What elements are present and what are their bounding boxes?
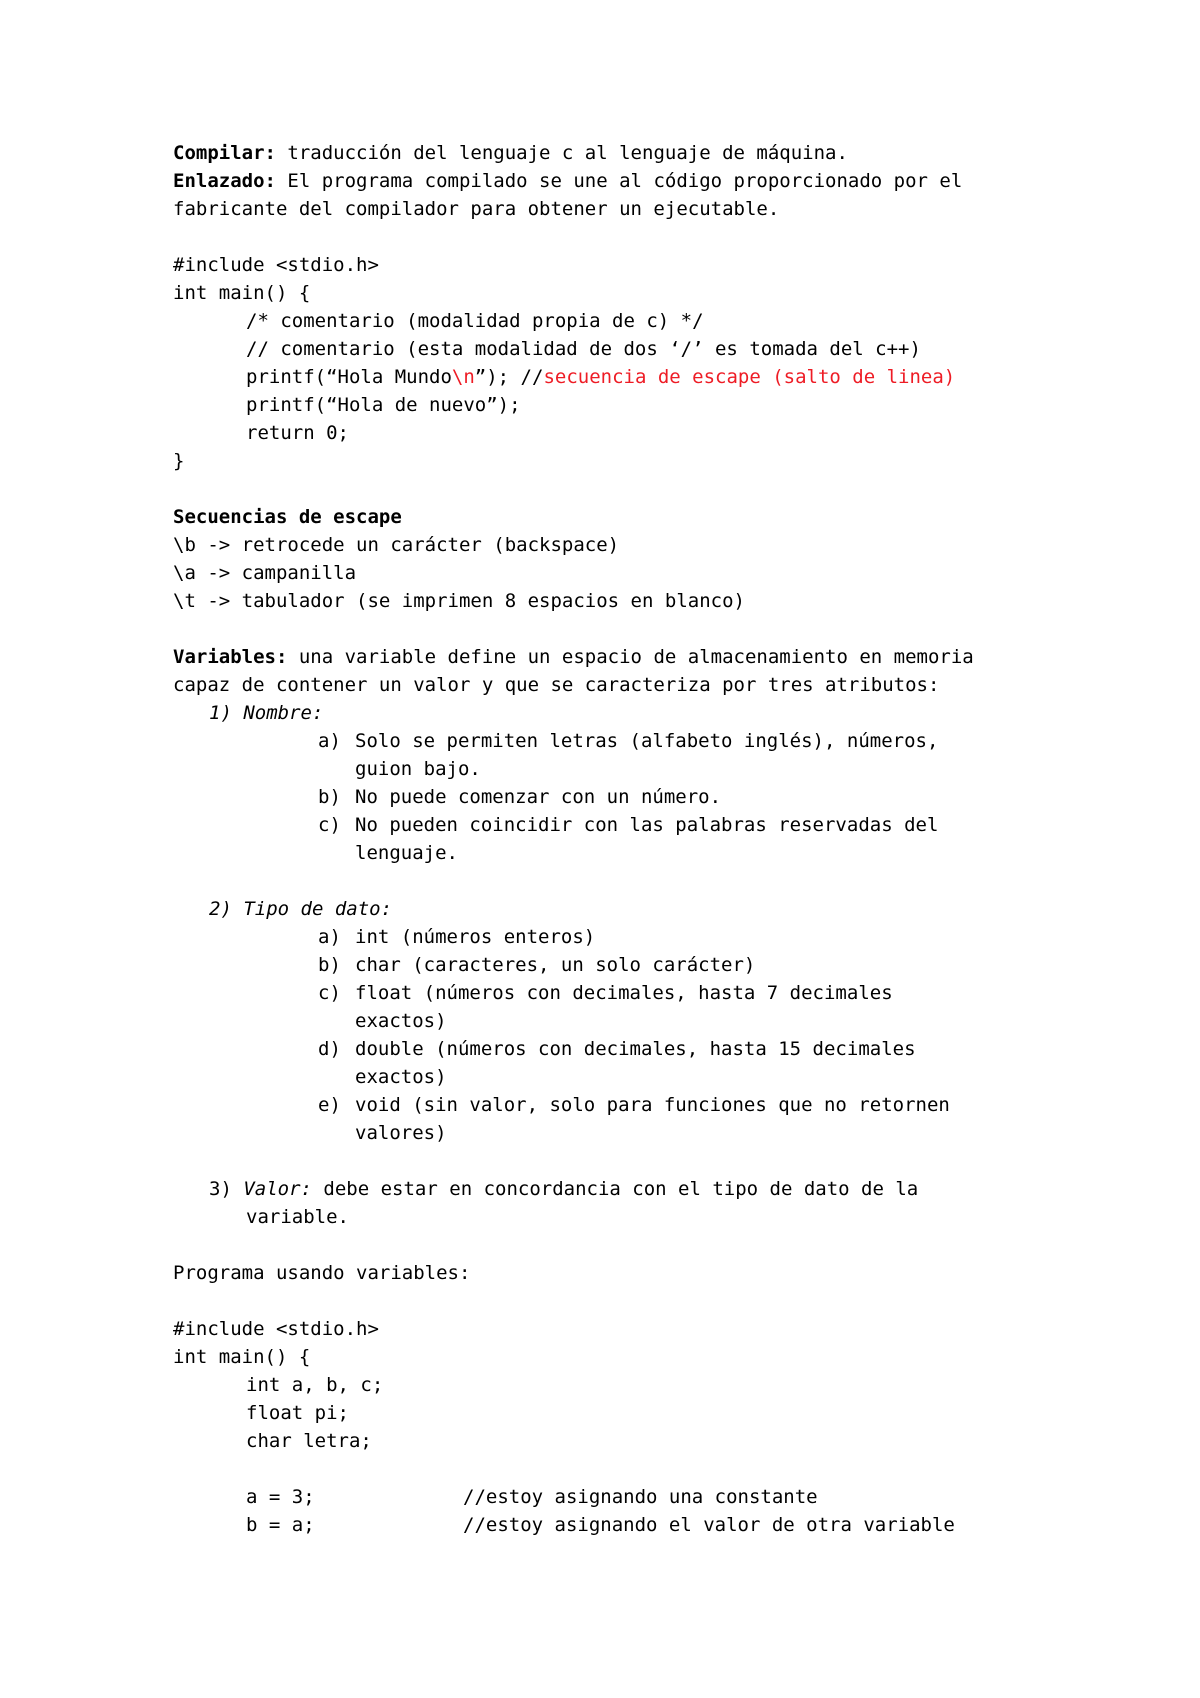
escape-item-t: \t -> tabulador (se imprimen 8 espacios en blanco) <box>173 590 745 612</box>
valor-continuation: variable. <box>246 1206 349 1228</box>
enlazado-label: Enlazado: <box>173 170 276 192</box>
compilar-label: Compilar: <box>173 142 276 164</box>
tipo-item-e-letter: e) <box>318 1094 341 1116</box>
code2-include: #include <stdio.h> <box>173 1318 379 1340</box>
code1-printf-hola-mundo <box>246 363 955 391</box>
tipo-item-d-line1: double (números con decimales, hasta 15 decimales <box>355 1038 916 1060</box>
tipo-item-e-line1: void (sin valor, solo para funciones que no retornen <box>355 1094 950 1116</box>
code2-float-decl: float pi; <box>246 1402 349 1424</box>
valor-title: Valor: <box>243 1178 312 1200</box>
escapes-heading: Secuencias de escape <box>173 506 402 528</box>
code1-return: return 0; <box>246 422 349 444</box>
nombre-item-c-letter: c) <box>318 814 341 836</box>
nombre-item-c-line1: No pueden coincidir con las palabras reservadas del <box>355 814 939 836</box>
tipo-item-d-line2: exactos) <box>355 1066 447 1088</box>
escape-item-a: \a -> campanilla <box>173 562 357 584</box>
nombre-item-a-line1: Solo se permiten letras (alfabeto inglés), números, <box>355 730 939 752</box>
printf1-end: ”); // <box>474 366 544 388</box>
tipo-item-b-letter: b) <box>318 954 341 976</box>
printf1-start: printf(“Hola Mundo <box>246 366 452 388</box>
tipo-heading <box>209 895 392 923</box>
enlazado-text: El programa compilado se une al código proporcionado por el <box>275 170 963 192</box>
tipo-item-c-line2: exactos) <box>355 1010 447 1032</box>
enlazado-definition <box>173 167 962 195</box>
code1-close-brace: } <box>173 450 185 472</box>
code1-printf-hola-nuevo: printf(“Hola de nuevo”); <box>246 394 521 416</box>
tipo-item-a-line1: int (números enteros) <box>355 926 596 948</box>
escape-item-b: \b -> retrocede un carácter (backspace) <box>173 534 620 556</box>
nombre-title: Nombre: <box>243 702 324 724</box>
variables-continuation: capaz de contener un valor y que se caracteriza por tres atributos: <box>173 674 940 696</box>
enlazado-continuation: fabricante del compilador para obtener un ejecutable. <box>173 198 780 220</box>
code2-assign-b: b = a; <box>246 1514 315 1536</box>
tipo-number: 2) <box>209 898 232 920</box>
nombre-item-b-line1: No puede comenzar con un número. <box>355 786 722 808</box>
nombre-item-a-line2: guion bajo. <box>355 758 481 780</box>
programa-heading: Programa usando variables: <box>173 1262 471 1284</box>
compilar-text: traducción del lenguaje c al lenguaje de máquina. <box>275 142 848 164</box>
nombre-item-a-letter: a) <box>318 730 341 752</box>
tipo-item-d-letter: d) <box>318 1038 341 1060</box>
valor-text: debe estar en concordancia con el tipo de dato de la <box>311 1178 919 1200</box>
tipo-item-b-line1: char (caracteres, un solo carácter) <box>355 954 756 976</box>
compilar-definition <box>173 139 848 167</box>
code2-char-decl: char letra; <box>246 1430 372 1452</box>
tipo-item-c-line1: float (números con decimales, hasta 7 decimales <box>355 982 893 1004</box>
code2-assign-a: a = 3; <box>246 1486 315 1508</box>
code1-include: #include <stdio.h> <box>173 254 379 276</box>
valor-heading <box>209 1175 918 1203</box>
code2-assign-b-comment: //estoy asignando el valor de otra variable <box>463 1514 955 1536</box>
nombre-item-c-line2: lenguaje. <box>355 842 458 864</box>
nombre-item-b-letter: b) <box>318 786 341 808</box>
tipo-title: Tipo de dato: <box>243 898 393 920</box>
variables-text: una variable define un espacio de almacenamiento en memoria <box>287 646 974 668</box>
variables-label: Variables: <box>173 646 288 668</box>
code2-int-decl: int a, b, c; <box>246 1374 384 1396</box>
nombre-number: 1) <box>209 702 232 724</box>
valor-number: 3) <box>209 1178 232 1200</box>
code1-comment-c: /* comentario (modalidad propia de c) */ <box>246 310 704 332</box>
code2-assign-a-comment: //estoy asignando una constante <box>463 1486 818 1508</box>
printf1-escape: \n <box>451 366 475 388</box>
code1-main: int main() { <box>173 282 311 304</box>
code2-main: int main() { <box>173 1346 311 1368</box>
variables-definition <box>173 643 974 671</box>
tipo-item-e-line2: valores) <box>355 1122 447 1144</box>
printf1-comment: secuencia de escape (salto de linea) <box>543 366 956 388</box>
tipo-item-c-letter: c) <box>318 982 341 1004</box>
code1-comment-cpp: // comentario (esta modalidad de dos ‘/’ es tomada del c++) <box>246 338 921 360</box>
nombre-heading <box>209 699 323 727</box>
tipo-item-a-letter: a) <box>318 926 341 948</box>
